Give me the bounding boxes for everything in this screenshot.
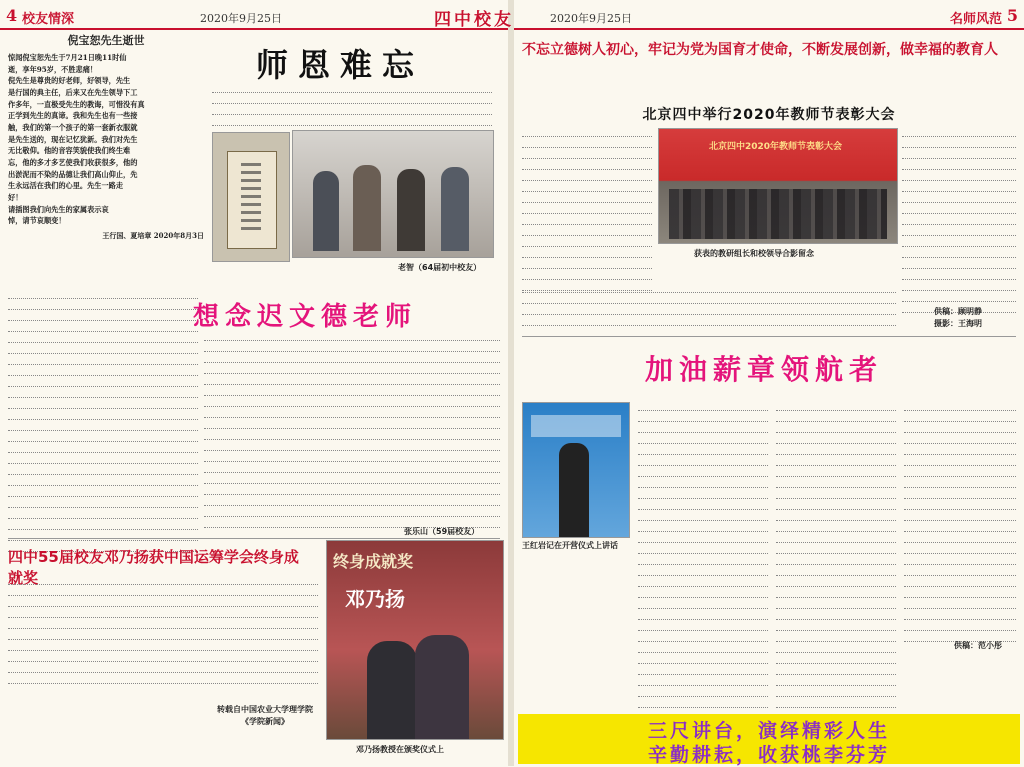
left-page-date: 2020年9月25日 <box>200 12 282 25</box>
obituary-line: 出淤泥而不染的品德让我们高山仰止，先 <box>8 169 138 179</box>
obituary-line: 触，我们的第一个孩子的第一套新衣服就 <box>8 122 138 132</box>
award-banner-text: 终身成就奖 <box>333 552 414 571</box>
lamp-article-byline: 供稿：范小彤 <box>954 641 1002 650</box>
obituary-line: 逝，享年95岁，不胜悲痛！ <box>8 64 98 74</box>
left-page-header <box>0 4 508 30</box>
lamp-article-title: 加油薪章领航者 <box>644 353 883 386</box>
lamp-article-photo <box>522 402 630 538</box>
obituary-line: 生永远活在我们的心里。先生一路走 <box>8 181 124 191</box>
closing-banner-line2: 辛勤耕耘，收获桃李芬芳 <box>647 744 890 766</box>
ceremony-article-col2 <box>522 286 896 334</box>
ceremony-byline-photo: 摄影：王海明 <box>934 319 982 328</box>
obituary-line: 正学到先生的真谛。我和先生也有一些接 <box>8 111 138 121</box>
left-page <box>0 0 508 766</box>
right-page-date: 2020年9月25日 <box>550 12 632 25</box>
obituary-body <box>8 52 204 227</box>
ceremony-article-col4 <box>902 130 1016 302</box>
main-headline: 不忘立德树人初心，牢记为党为国育才使命，不断发展创新，做幸福的教育人 <box>522 42 998 58</box>
teacher-article-caption: 张乐山（59届校友） <box>404 527 480 536</box>
alumni-award-photo <box>326 540 504 740</box>
right-section-title: 名师风范 <box>949 12 1002 27</box>
teacher-article-title: 想念迟文德老师 <box>192 302 417 332</box>
obituary-line: 无比敬仰。他的音容笑貌使我们终生难 <box>8 146 131 156</box>
closing-banner-line1: 三尺讲台，演绎精彩人生 <box>647 720 890 742</box>
obituary-line: 惊闻倪宝恕先生于7月21日晚11时仙 <box>8 53 127 62</box>
ceremony-banner-text: 北京四中2020年教师节表彰大会 <box>709 142 843 152</box>
masthead: 四中校友 <box>434 10 514 30</box>
memory-article-title: 师恩难忘 <box>255 46 424 84</box>
obituary-box <box>8 32 204 284</box>
alumni-photo-caption: 邓乃扬教授在颁奖仪式上 <box>356 745 444 754</box>
obituary-line: 好！ <box>8 192 23 202</box>
award-name-text: 邓乃扬 <box>345 587 405 611</box>
ceremony-photo <box>658 128 898 244</box>
teacher-article-body <box>204 334 500 524</box>
lamp-photo-caption: 王红岩记在开营仪式上讲话 <box>522 541 618 550</box>
lamp-article-body-col3 <box>904 404 1016 632</box>
ceremony-article-col1 <box>522 130 652 280</box>
alumni-article-title: 四中55届校友邓乃扬获中国运筹学会终身成就奖 <box>8 548 299 587</box>
lamp-article-body-col2 <box>776 404 896 704</box>
sub-headline: 北京四中举行2020年教师节表彰大会 <box>642 107 896 123</box>
obituary-line: 忘，他的多才多艺使我们收获很多，他的 <box>8 157 138 167</box>
obituary-line: 是行国的典主任，后来又在先生领导下工 <box>8 87 138 97</box>
obituary-line: 悼，请节哀顺变！ <box>8 216 66 226</box>
closing-banner <box>518 714 1020 764</box>
obituary-line: 是先生送的，现在记忆犹新。我们对先生 <box>8 134 138 144</box>
obituary-line: 倪先生是尊贵的好老师，好领导，先生 <box>8 76 131 86</box>
right-page-header <box>434 4 1024 30</box>
memory-article-caption: 老智（64届初中校友） <box>398 263 482 272</box>
obituary-title: 倪宝恕先生逝世 <box>67 34 145 47</box>
memory-article-body <box>212 86 492 128</box>
lamp-article-body-col1 <box>638 404 768 704</box>
alumni-article-source: 转载自中国农业大学理学院《学院新闻》 <box>217 705 313 726</box>
obituary-line: 作多年，一直极受先生的教诲，可惜没有真 <box>8 99 145 109</box>
right-page-number: 5 <box>1006 6 1018 25</box>
ceremony-byline-writer: 供稿：顾明静 <box>934 307 982 316</box>
memory-article-group-photo <box>292 130 494 258</box>
section-divider <box>8 538 500 539</box>
obituary-line: 请插图我们向先生的家属表示哀 <box>8 204 109 214</box>
left-section-title: 校友情深 <box>22 12 75 27</box>
alumni-article-body <box>8 578 318 688</box>
obituary-signature: 王行国、夏培章 2020年8月3日 <box>102 230 204 240</box>
memory-article-photo <box>212 132 290 262</box>
left-page-number: 4 <box>6 6 18 25</box>
right-section-divider <box>522 336 1016 337</box>
ceremony-photo-caption: 获表的教研组长和校领导合影留念 <box>694 249 814 258</box>
